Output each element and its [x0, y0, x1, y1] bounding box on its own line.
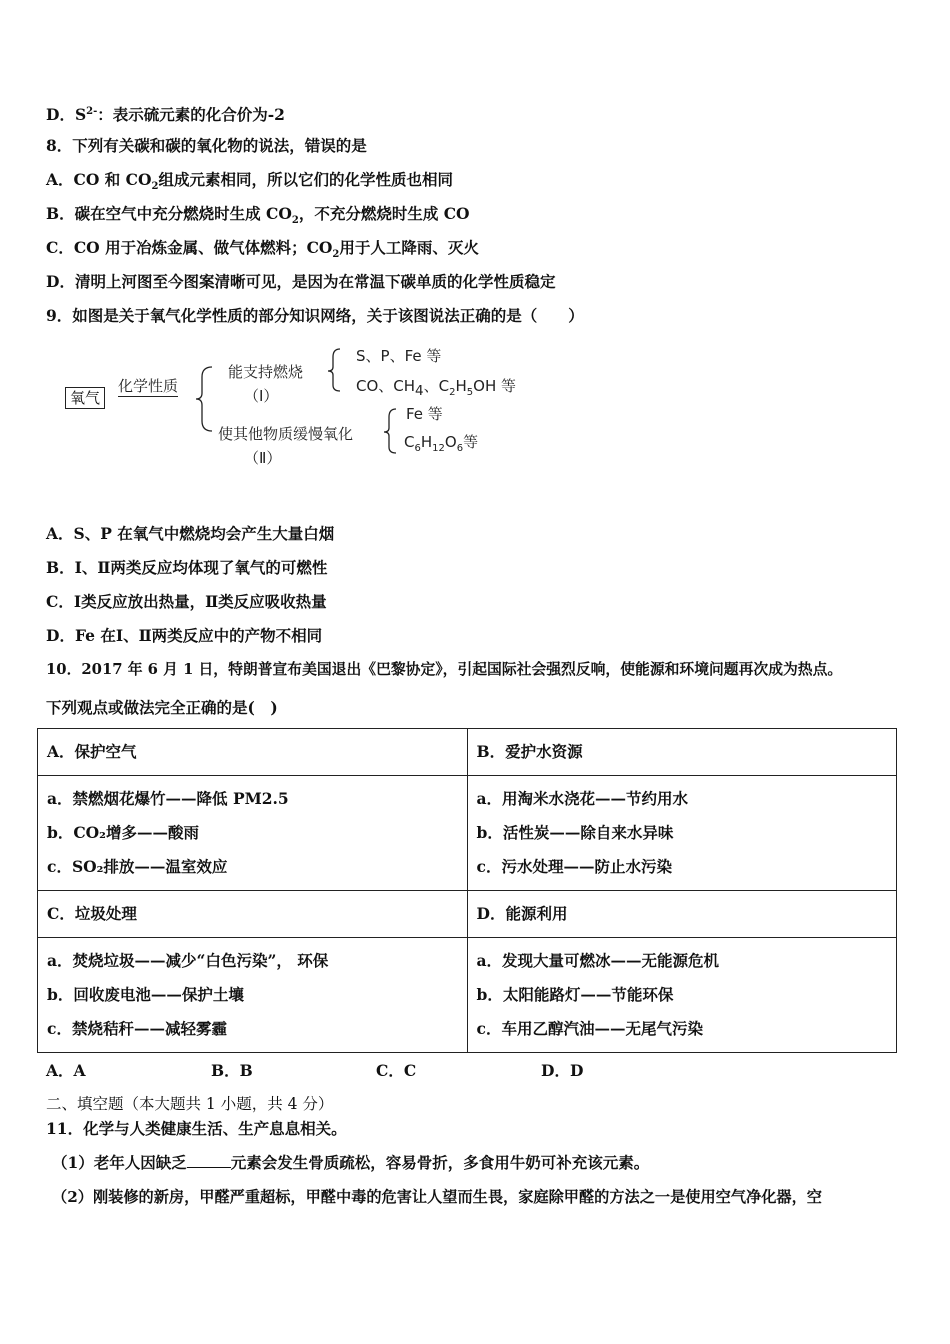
cell-d-body: [467, 938, 897, 1053]
a-row-1: a．禁燃烟花爆竹——降低 PM2.5: [47, 789, 289, 808]
q8-stem: 8．下列有关碳和碳的氧化物的说法，错误的是: [46, 136, 367, 155]
branch1-item2: CO、$CH_4$、$C_2H_5OH$ 等: [356, 377, 517, 399]
b-row-2: b．活性炭——除自来水异味: [476, 823, 674, 842]
branch2-item2: $C_6H_{12}O_6$等: [404, 433, 479, 454]
q8-option-b: B．碳在空气中充分燃烧时生成 $CO_2$，不充分燃烧时生成 CO: [46, 204, 470, 227]
chem-prop-label: 化学性质: [118, 377, 179, 395]
q9-option-d: D．Fe 在Ⅰ、Ⅱ两类反应中的产物不相同: [46, 626, 323, 645]
c-row-1: a．焚烧垃圾——减少“白色污染”， 环保: [47, 951, 329, 970]
branch1-item1: S、P、Fe 等: [356, 347, 442, 365]
answer-blank[interactable]: [187, 1153, 231, 1168]
q9-stem: 9．如图是关于氧气化学性质的部分知识网络，关于该图说法正确的是（ ）: [46, 306, 584, 325]
cell-a-head: A．保护空气: [38, 729, 468, 776]
cell-b-head: B．爱护水资源: [467, 729, 897, 776]
cell-a-body: [38, 776, 468, 891]
q11-part1: （1）老年人因缺乏 元素会发生骨质疏松，容易骨折，多食用牛奶可补充该元素。: [52, 1153, 650, 1172]
branch1-label: 能支持燃烧: [228, 363, 304, 381]
c-row-2: b．回收废电池——保护土壤: [47, 985, 244, 1004]
section-2-heading: 二、填空题（本大题共 1 小题，共 4 分）: [46, 1095, 334, 1113]
q10-stem-2: 下列观点或做法完全正确的是( ): [46, 698, 278, 717]
d-row-3: c．车用乙醇汽油——无尾气污染: [476, 1019, 703, 1038]
q8-option-c: C．CO 用于冶炼金属、做气体燃料；$CO_2$用于人工降雨、灭火: [46, 238, 479, 261]
cell-d-head: D．能源利用: [467, 891, 897, 938]
branch2-label: 使其他物质缓慢氧化: [218, 425, 354, 443]
q10-choice-d: D．D: [541, 1061, 584, 1080]
q10-stem: 10．2017 年 6 月 1 日，特朗普宣布美国退出《巴黎协定》，引起国际社会强烈反响，使能源和环境问题再次成为热点。: [46, 661, 843, 678]
q9-option-c: C．Ⅰ类反应放出热量，Ⅱ类反应吸收热量: [46, 592, 327, 611]
q9-option-b: B．Ⅰ、Ⅱ两类反应均体现了氧气的可燃性: [46, 558, 328, 577]
brace-lines: [60, 335, 540, 475]
q7-option-d: D．$S^{2-}$：表示硫元素的化合价为-2: [46, 105, 285, 125]
b-row-1: a．用淘米水浇花——节约用水: [476, 789, 689, 808]
a-row-2: b．CO₂增多——酸雨: [47, 823, 199, 842]
q10-options-table: [37, 728, 897, 1053]
d-row-1: a．发现大量可燃冰——无能源危机: [476, 951, 720, 970]
branch1-number: （Ⅰ）: [244, 387, 279, 405]
cell-c-body: [38, 938, 468, 1053]
q11-stem: 11．化学与人类健康生活、生产息息相关。: [46, 1119, 347, 1138]
oxygen-knowledge-diagram: [60, 335, 540, 475]
q8-option-d: D．清明上河图至今图案清晰可见，是因为在常温下碳单质的化学性质稳定: [46, 272, 556, 291]
branch2-number: （Ⅱ）: [244, 449, 282, 467]
brace-1: [328, 349, 340, 391]
q10-choice-a: A．A: [46, 1061, 86, 1080]
b-row-3: c．污水处理——防止水污染: [476, 857, 672, 876]
a-row-3: c．SO₂排放——温室效应: [47, 857, 228, 876]
brace-2: [384, 409, 396, 453]
q11-part2: （2）刚装修的新房，甲醛严重超标，甲醛中毒的危害让人望而生畏，家庭除甲醛的方法之一是使用空气净化器，空: [52, 1188, 822, 1206]
oxygen-label: 氧气: [65, 387, 105, 409]
c-row-3: c．禁烧秸秆——减轻雾霾: [47, 1019, 227, 1038]
d-row-2: b．太阳能路灯——节能环保: [476, 985, 674, 1004]
main-brace: [196, 367, 212, 431]
q8-option-a: A．CO 和 $CO_2$组成元素相同，所以它们的化学性质也相同: [46, 170, 453, 193]
q10-choice-b: B．B: [211, 1061, 253, 1080]
q10-choice-c: C．C: [376, 1061, 417, 1080]
q9-option-a: A．S、P 在氧气中燃烧均会产生大量白烟: [46, 524, 335, 543]
cell-c-head: C．垃圾处理: [38, 891, 468, 938]
branch2-item1: Fe 等: [406, 405, 443, 423]
cell-b-body: [467, 776, 897, 891]
